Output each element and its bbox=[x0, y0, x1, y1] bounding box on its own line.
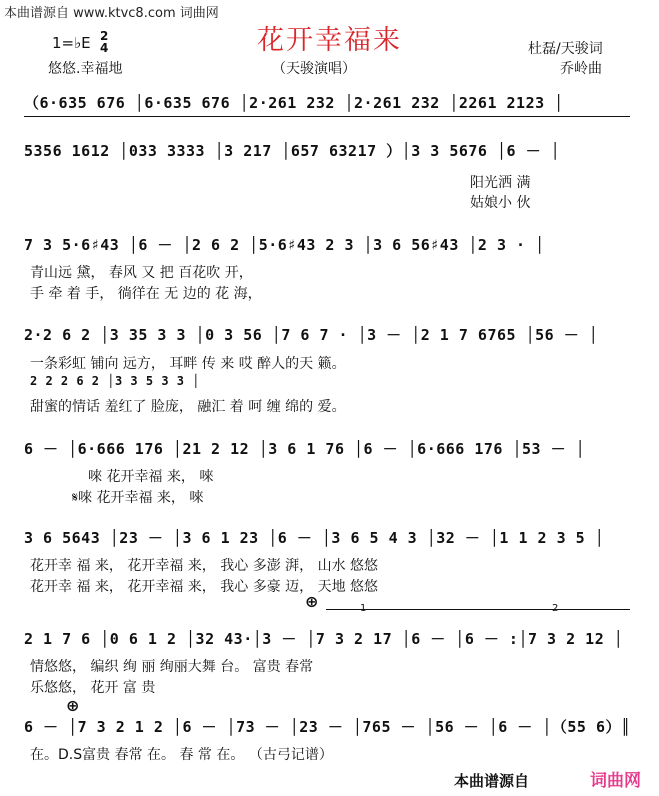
performer-credit: （天骏演唱） bbox=[272, 61, 356, 77]
lyric-line-5b: 𝄋唻 花开幸福 来， 唻 bbox=[72, 490, 204, 506]
lyric-line-6b: 花开幸 福 来， 花开幸福 来， 我心 多豪 迈， 天地 悠悠 bbox=[30, 579, 379, 595]
time-signature-bottom: 4 bbox=[100, 41, 109, 55]
time-signature-top: 2 bbox=[100, 29, 109, 43]
lyric-line-8: 在。D.S富贵 春常 在。 春 常 在。 （古弓记谱） bbox=[30, 747, 333, 763]
score-line-4: 2·2 6 2 │3 35 3 3 │0 3 56 │7 6 7 · │3 － │2 1 7 6765 │56 － │ bbox=[24, 326, 599, 344]
lyric-line-4a: 一条彩虹 铺向 远方， 耳畔 传 来 哎 醉人的天 籁。 bbox=[30, 356, 346, 372]
source-banner: 本曲谱源自 www.ktvc8.com 词曲网 bbox=[4, 6, 219, 21]
volta-1-label: 1 bbox=[360, 603, 367, 614]
score-line-6: 3 6 5643 │23 － │3 6 1 23 │6 － │3 6 5 4 3 │32 － │1 1 2 3 5 │ bbox=[24, 529, 605, 547]
lyric-line-3a: 青山远 黛， 春风 又 把 百花吹 开， bbox=[30, 265, 253, 281]
score-line-1: （6·635 676 │6·635 676 │2·261 232 │2·261 232 │2261 2123 │ bbox=[24, 94, 564, 112]
score-line-7: 2 1 7 6 │0 6 1 2 │32 43·│3 － │7 3 2 17 │6 － │6 － :│7 3 2 12 │ bbox=[24, 630, 624, 648]
song-title: 花开幸福来 bbox=[257, 25, 402, 56]
underline-beams-1 bbox=[24, 116, 630, 117]
lyric-line-6a: 花开幸 福 来， 花开幸福 来， 我心 多澎 湃， 山水 悠悠 bbox=[30, 558, 379, 574]
score-line-4-alt: 2 2 2 6 2 │3 3 5 3 3 │ bbox=[30, 374, 200, 388]
score-line-2: 5356 1612 │033 3333 │3 217 │657 63217 ）│3 3 5676 │6 － │ bbox=[24, 142, 561, 160]
volta-2-label: 2 bbox=[552, 603, 559, 614]
key-signature: 1=♭E bbox=[52, 34, 91, 52]
composer-credit: 乔岭曲 bbox=[560, 61, 602, 77]
score-line-3: 7 3 5·6♯43 │6 － │2 6 2 │5·6♯43 2 3 │3 6 56♯43 │2 3 · │ bbox=[24, 236, 545, 254]
score-line-8: 6 － │7 3 2 1 2 │6 － │73 － │23 － │765 － │56 － │6 － │（55 6）║ bbox=[24, 718, 631, 736]
volta-2-bracket bbox=[512, 609, 630, 610]
lyric-line-7b: 乐悠悠， 花开 富 贵 bbox=[30, 680, 156, 696]
lyric-line-3b: 手 牵 着 手， 徜徉在 无 边的 花 海， bbox=[30, 286, 262, 302]
lyric-line-2a: 阳光洒 满 bbox=[470, 175, 531, 191]
lyric-line-4b: 甜蜜的情话 羞红了 脸庞， 融汇 着 呵 缠 绵的 爱。 bbox=[30, 399, 346, 415]
time-signature bbox=[100, 30, 108, 54]
coda-2-icon: ⊕ bbox=[66, 696, 80, 715]
score-line-5: 6 － │6·666 176 │21 2 12 │3 6 1 76 │6 － │6·666 176 │53 － │ bbox=[24, 440, 586, 458]
lyricist-credit: 杜磊/天骏词 bbox=[528, 41, 603, 57]
coda-1-icon: ⊕ bbox=[305, 592, 319, 611]
mood-marking: 悠悠.幸福地 bbox=[48, 61, 123, 77]
footer-source: 本曲谱源自 bbox=[454, 772, 530, 790]
lyric-line-2b: 姑娘小 伙 bbox=[470, 195, 531, 211]
lyric-line-7a: 情悠悠， 编织 绚 丽 绚丽大舞 台。 富贵 春常 bbox=[30, 659, 314, 675]
footer-site-logo: 词曲网 bbox=[590, 771, 641, 791]
lyric-line-5a: 唻 花开幸福 来， 唻 bbox=[88, 469, 214, 485]
